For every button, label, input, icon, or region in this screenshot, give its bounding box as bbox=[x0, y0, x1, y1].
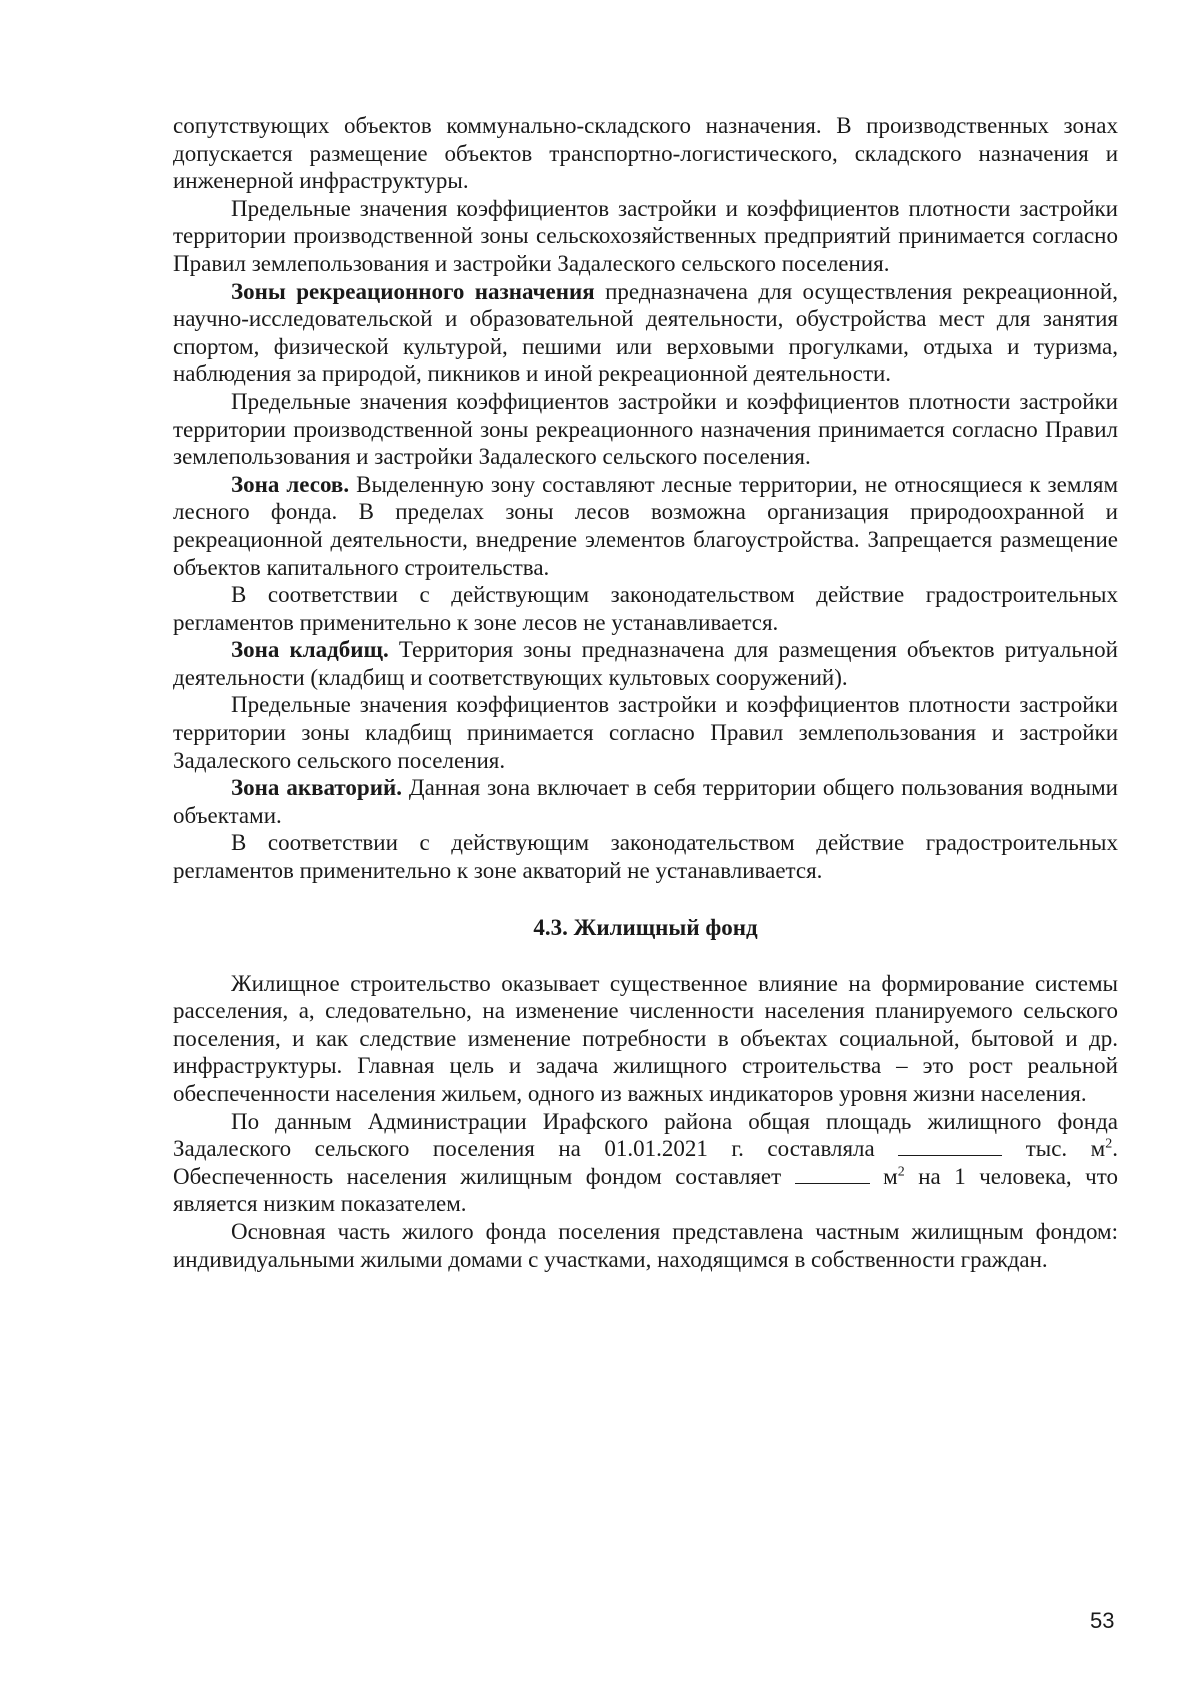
cemetery-zone-title: Зона кладбищ. bbox=[231, 637, 389, 663]
recreation-zone-text: предназначена для осуществления рекреационной, научно-исследовательской и образовательной деятельности, обустройства мест для занятия спортом, физической культурой, пешими или верховыми прогулками, отдыха и туризма, наблюдения за природой, пикников и иной рекреационной деятельности. bbox=[173, 278, 1118, 387]
recreation-zone-title: Зоны рекреационного назначения bbox=[231, 278, 595, 304]
water-zone-title: Зона акваторий. bbox=[231, 775, 402, 801]
page-number: 53 bbox=[1090, 1608, 1115, 1633]
forest-zone-title: Зона лесов. bbox=[231, 471, 350, 497]
paragraph-recreation-zone bbox=[173, 278, 1118, 388]
paragraph-housing-stock: По данным Администрации Ирафского района общая площадь жилищного фонда Задалеского сельского поселения на 01.01.2021 г. составляла тыс. $м^2$. Обеспеченность населения жилищным фондом составляет $м^2$ на 1 человека, что является низким показателем. bbox=[173, 1108, 1118, 1217]
paragraph-industrial-coefficients: Предельные значения коэффициентов застройки и коэффициентов плотности застройки территории производственной зоны сельскохозяйственных предприятий принимается согласно Правил землепользования и застройки Задалеского сельского поселения. bbox=[173, 195, 1118, 276]
cemetery-zone-text: Территория зоны предназначена для размещения объектов ритуальной деятельности (кладбищ и соответствующих культовых сооружений). bbox=[173, 637, 1118, 690]
paragraph-forest-regulations: В соответствии с действующим законодательством действие градостроительных регламентов применительно к зоне лесов не устанавливается. bbox=[173, 582, 1118, 635]
paragraph-recreation-coefficients: Предельные значения коэффициентов застройки и коэффициентов плотности застройки территории производственной зоны рекреационного назначения принимается согласно Правил землепользования и застройки Задалеского сельского поселения. bbox=[173, 388, 1118, 470]
paragraph-water-regulations: В соответствии с действующим законодательством действие градостроительных регламентов применительно к зоне акваторий не устанавливается. bbox=[173, 830, 1118, 884]
paragraph-cemetery-coefficients: Предельные значения коэффициентов застройки и коэффициентов плотности застройки территории зоны кладбищ принимается согласно Правил землепользования и застройки Задалеского сельского поселения. bbox=[173, 692, 1118, 773]
forest-zone-text: Выделенную зону составляют лесные территории, не относящиеся к землям лесного фонда. В пределах зоны лесов возможна организация природоохранной и рекреационной деятельности, внедрение элементов благоустройства. Запрещается размещение объектов капитального строительства. bbox=[173, 471, 1118, 580]
blank-total-area bbox=[898, 1137, 1002, 1156]
paragraph-forest-zone bbox=[173, 471, 1118, 581]
document-page bbox=[173, 112, 1118, 1273]
paragraph-private-housing: Основная часть жилого фонда поселения представлена частным жилищным фондом: индивидуальными жилыми домами с участками, находящимся в собственности граждан. bbox=[173, 1218, 1118, 1272]
paragraph-industrial-zones: сопутствующих объектов коммунально-складского назначения. В производственных зонах допускается размещение объектов транспортно-логистического, складского назначения и инженерной инфраструктуры. bbox=[173, 113, 1118, 194]
paragraph-cemetery-zone bbox=[173, 636, 1118, 691]
paragraph-housing-construction: Жилищное строительство оказывает существенное влияние на формирование системы расселения, а, следовательно, на изменение численности населения планируемого сельского поселения, и как следствие изменение потребности в объектах социальной, бытовой и др. инфраструктуры. Главная цель и задача жилищного строительства – это рост реальной обеспеченности населения жильем, одного из важных индикаторов уровня жизни населения. bbox=[173, 970, 1118, 1106]
blank-per-capita bbox=[795, 1165, 870, 1184]
section-heading: 4.3. Жилищный фонд bbox=[533, 914, 758, 940]
paragraph-water-zone bbox=[173, 774, 1118, 829]
water-zone-text: Данная зона включает в себя территории общего пользования водными объектами. bbox=[173, 775, 1118, 828]
